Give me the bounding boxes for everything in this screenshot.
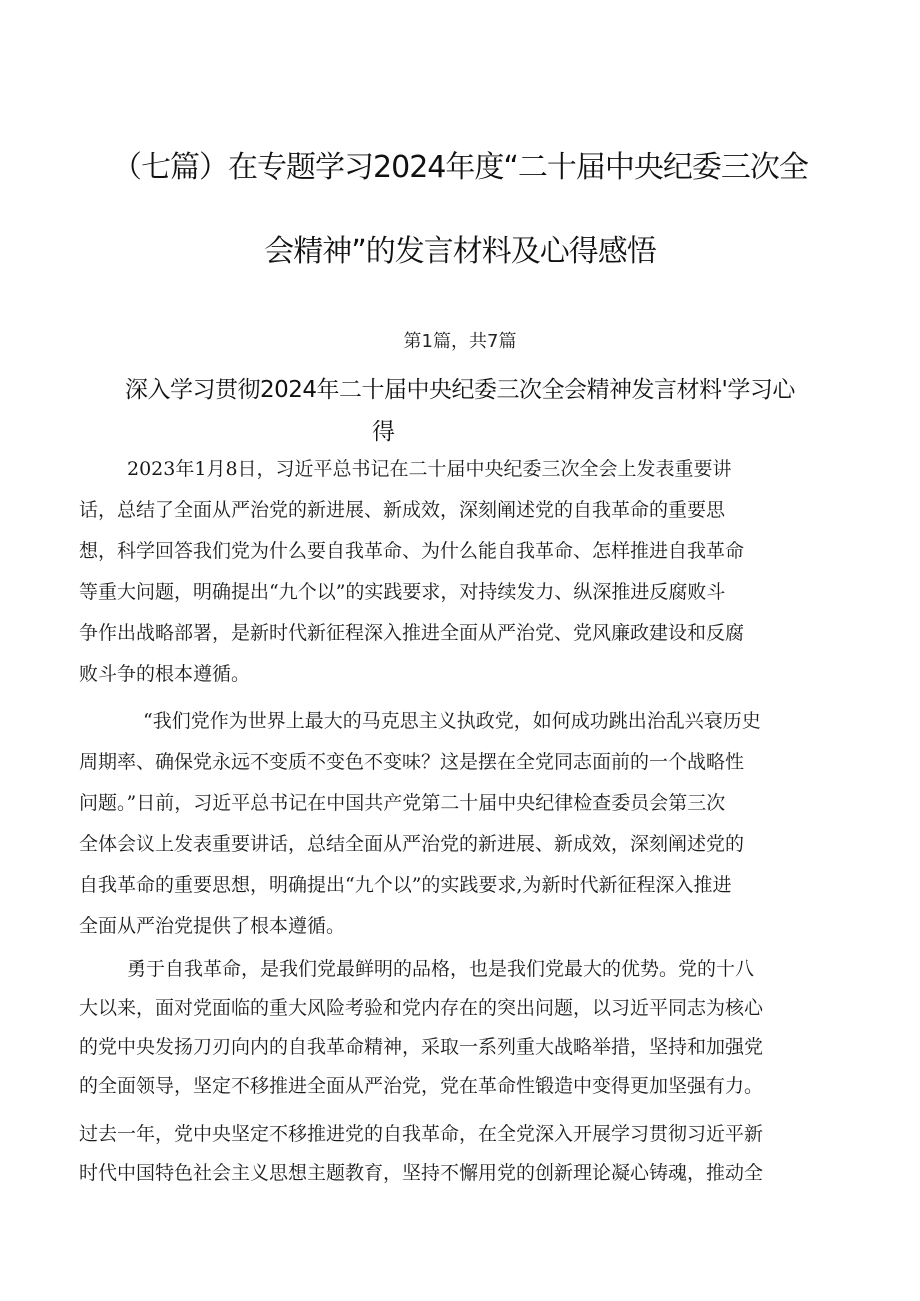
paragraph-line: 全面从严治党提供了根本遵循。 <box>79 915 346 937</box>
paragraph-line: 的党中央发扬刀刃向内的自我革命精神，采取一系列重大战略举措，坚持和加强党 <box>79 1036 764 1058</box>
paragraph-line: 话，总结了全面从严治党的新进展、新成效，深刻阐述党的自我革命的重要思 <box>79 499 726 521</box>
paragraph-line: 想，科学回答我们党为什么要自我革命、为什么能自我革命、怎样推进自我革命 <box>79 540 745 562</box>
paragraph-line: 过去一年，党中央坚定不移推进党的自我革命，在全党深入开展学习贯彻习近平新 <box>79 1123 764 1145</box>
paragraph-line: 等重大问题，明确提出“九个以”的实践要求，对持续发力、纵深推进反腐败斗 <box>79 581 726 603</box>
paragraph-line: “我们党作为世界上最大的马克思主义执政党，如何成功跳出治乱兴衰历史 <box>143 710 761 732</box>
paragraph-line: 败斗争的根本遵循。 <box>79 663 251 685</box>
document-title-line-1: （七篇）在专题学习2024年度“二十届中央纪委三次全 <box>112 150 808 185</box>
article-title-line-1: 深入学习贯彻2024年二十届中央纪委三次全会精神发言材料'学习心 <box>125 377 795 403</box>
paragraph-line: 自我革命的重要思想，明确提出“九个以”的实践要求,为新时代新征程深入推进 <box>79 874 732 896</box>
paragraph-line: 时代中国特色社会主义思想主题教育，坚持不懈用党的创新理论凝心铸魂，推动全 <box>79 1162 764 1184</box>
paragraph-line: 大以来，面对党面临的重大风险考验和党内存在的突出问题，以习近平同志为核心 <box>79 997 764 1019</box>
article-title-line-2: 得 <box>372 419 395 445</box>
part-indicator: 第1篇，共7篇 <box>403 331 517 352</box>
paragraph-line: 争作出战略部署，是新时代新征程深入推进全面从严治党、党风廉政建设和反腐 <box>79 622 745 644</box>
paragraph-line: 的全面领导，坚定不移推进全面从严治党，党在革命性锻造中变得更加坚强有力。 <box>79 1075 764 1097</box>
paragraph-line: 勇于自我革命，是我们党最鲜明的品格，也是我们党最大的优势。党的十八 <box>127 958 755 980</box>
paragraph-line: 2023年1月8日，习近平总书记在二十届中央纪委三次全会上发表重要讲 <box>127 458 732 480</box>
document-title-line-2: 会精神”的发言材料及心得感悟 <box>264 234 656 269</box>
paragraph-line: 周期率、确保党永远不变质不变色不变味？这是摆在全党同志面前的一个战略性 <box>79 751 745 773</box>
paragraph-line: 问题。”日前，习近平总书记在中国共产党第二十届中央纪律检查委员会第三次 <box>79 792 726 814</box>
paragraph-line: 全体会议上发表重要讲话，总结全面从严治党的新进展、新成效，深刻阐述党的 <box>79 833 745 855</box>
